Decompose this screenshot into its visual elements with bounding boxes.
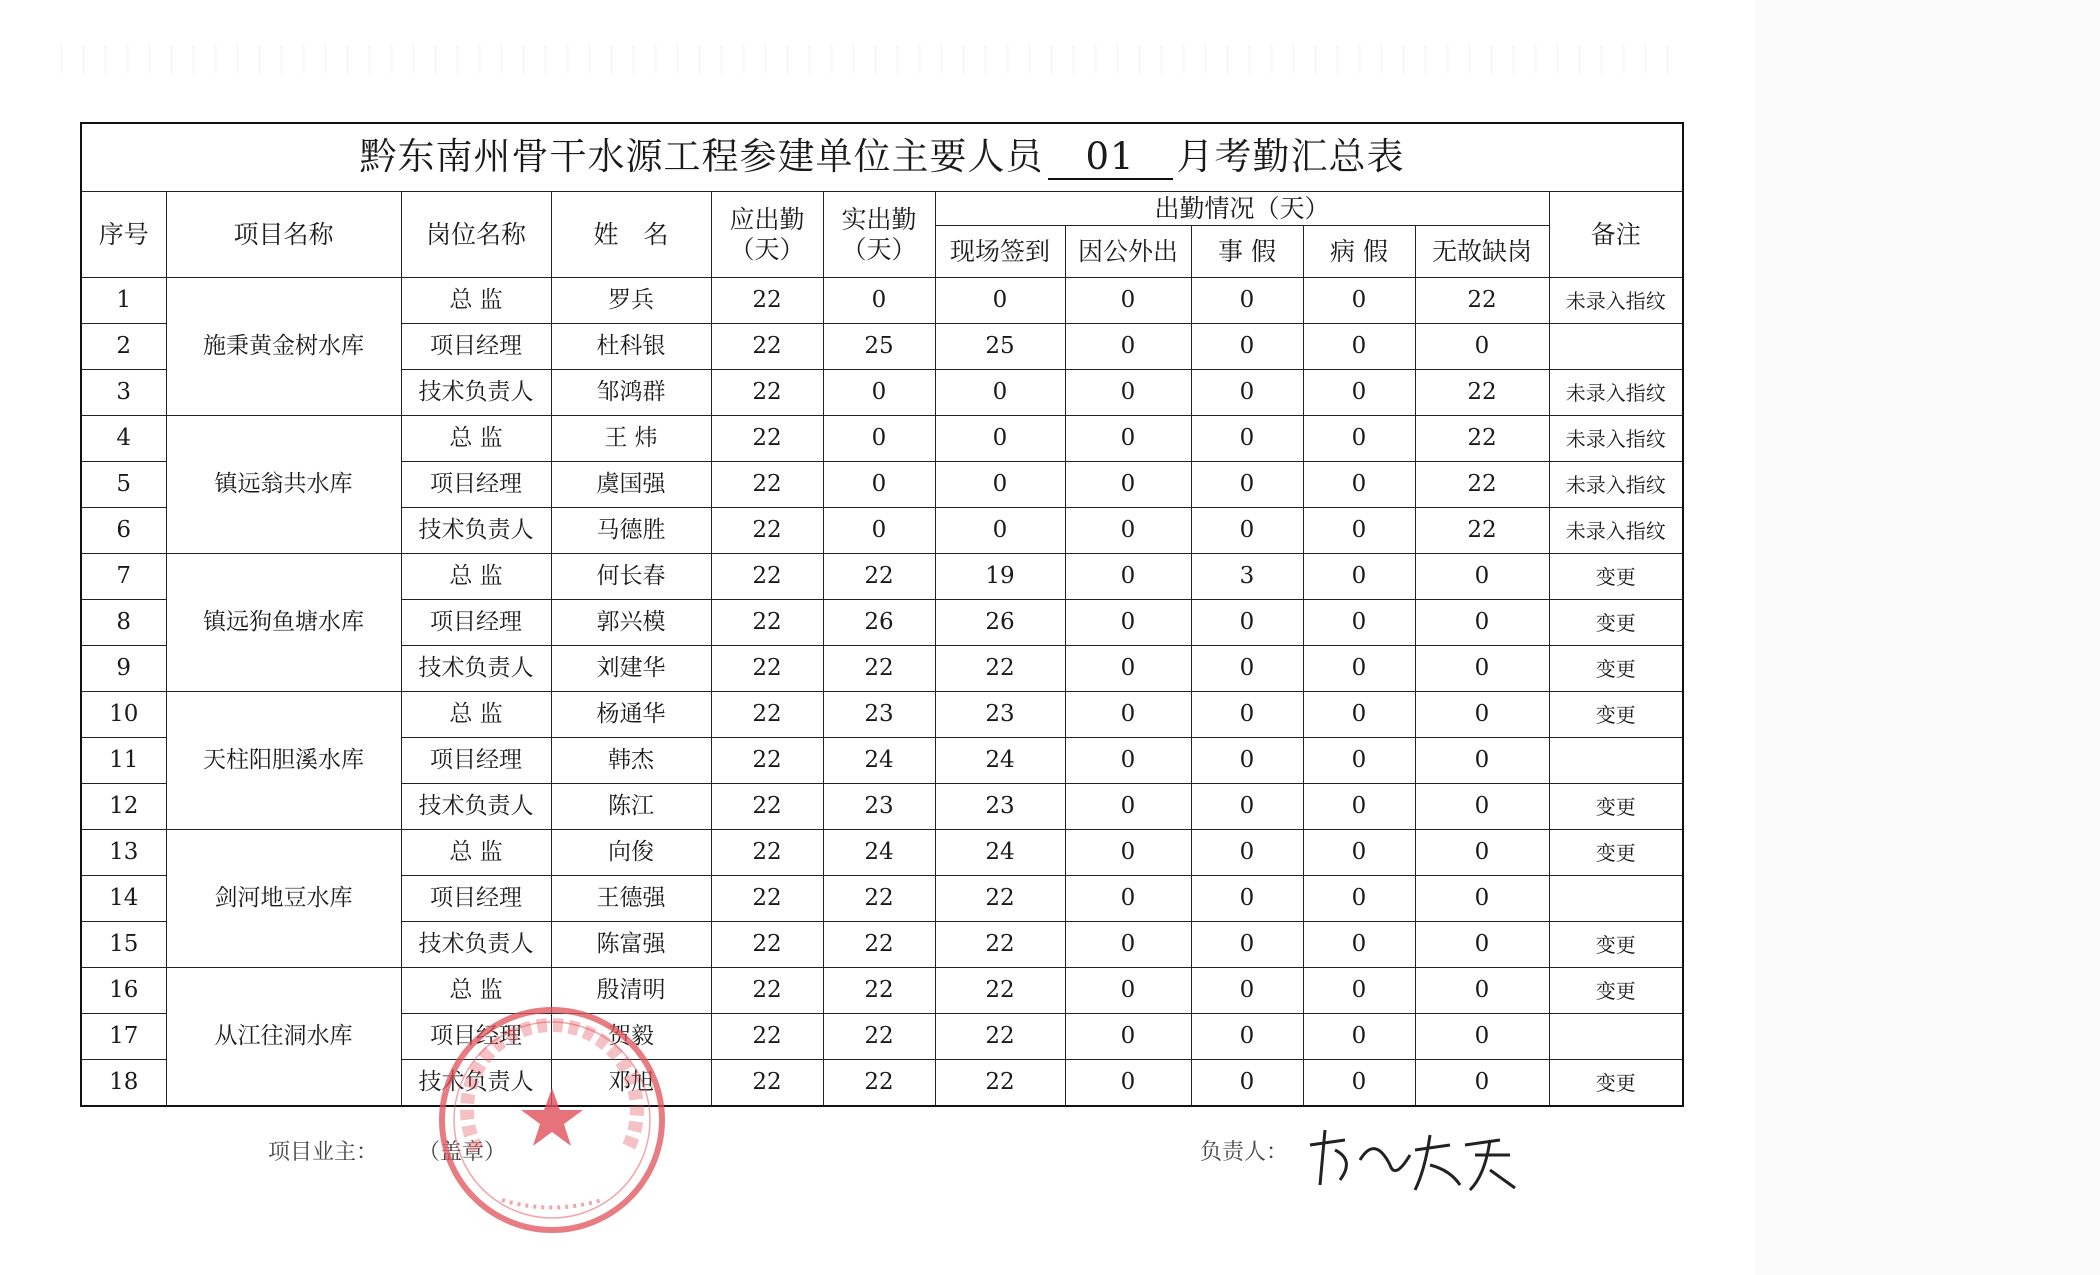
cell-remark <box>1549 738 1683 784</box>
cell-position: 项目经理 <box>401 738 551 784</box>
cell-seq: 8 <box>81 600 166 646</box>
cell-absent: 0 <box>1415 1014 1549 1060</box>
cell-position: 总 监 <box>401 554 551 600</box>
cell-actual: 22 <box>823 1060 935 1107</box>
cell-name: 何长春 <box>551 554 711 600</box>
header-project: 项目名称 <box>166 192 401 278</box>
cell-business: 0 <box>1065 876 1191 922</box>
header-actual-days-text: 实出勤（天） <box>841 204 917 264</box>
cell-actual: 22 <box>823 922 935 968</box>
cell-onsite: 22 <box>935 968 1065 1014</box>
cell-onsite: 22 <box>935 876 1065 922</box>
cell-due: 22 <box>711 1060 823 1107</box>
cell-remark: 变更 <box>1549 784 1683 830</box>
cell-onsite: 26 <box>935 600 1065 646</box>
cell-due: 22 <box>711 324 823 370</box>
cell-seq: 13 <box>81 830 166 876</box>
cell-absent: 0 <box>1415 692 1549 738</box>
cell-name: 王德强 <box>551 876 711 922</box>
cell-name: 韩杰 <box>551 738 711 784</box>
header-sick-leave: 病 假 <box>1303 226 1415 278</box>
cell-onsite: 22 <box>935 1060 1065 1107</box>
cell-onsite: 0 <box>935 462 1065 508</box>
cell-remark: 变更 <box>1549 830 1683 876</box>
cell-project-name: 施秉黄金树水库 <box>166 278 401 416</box>
cell-name: 邹鸿群 <box>551 370 711 416</box>
cell-actual: 25 <box>823 324 935 370</box>
cell-actual: 23 <box>823 784 935 830</box>
cell-position: 总 监 <box>401 968 551 1014</box>
cell-position: 总 监 <box>401 416 551 462</box>
cell-business: 0 <box>1065 462 1191 508</box>
cell-business: 0 <box>1065 370 1191 416</box>
cell-position: 项目经理 <box>401 1014 551 1060</box>
cell-remark: 未录入指纹 <box>1549 508 1683 554</box>
cell-actual: 23 <box>823 692 935 738</box>
cell-personal: 3 <box>1191 554 1303 600</box>
cell-personal: 0 <box>1191 738 1303 784</box>
header-absent: 无故缺岗 <box>1415 226 1549 278</box>
cell-name: 杜科银 <box>551 324 711 370</box>
cell-actual: 26 <box>823 600 935 646</box>
table-row <box>81 692 1683 738</box>
cell-project-name: 镇远翁共水库 <box>166 416 401 554</box>
cell-name: 陈江 <box>551 784 711 830</box>
cell-remark <box>1549 876 1683 922</box>
cell-onsite: 0 <box>935 370 1065 416</box>
cell-seq: 11 <box>81 738 166 784</box>
header-actual-days <box>823 192 935 278</box>
cell-seq: 2 <box>81 324 166 370</box>
cell-remark: 变更 <box>1549 554 1683 600</box>
cell-due: 22 <box>711 600 823 646</box>
cell-due: 22 <box>711 554 823 600</box>
title-suffix: 月考勤汇总表 <box>1176 135 1405 179</box>
cell-name: 虞国强 <box>551 462 711 508</box>
cell-business: 0 <box>1065 784 1191 830</box>
owner-label: 项目业主： <box>268 1140 379 1165</box>
cell-name: 郭兴模 <box>551 600 711 646</box>
cell-absent: 22 <box>1415 416 1549 462</box>
handwritten-signature <box>1300 1110 1520 1200</box>
cell-business: 0 <box>1065 416 1191 462</box>
cell-remark: 未录入指纹 <box>1549 416 1683 462</box>
cell-due: 22 <box>711 922 823 968</box>
cell-due: 22 <box>711 646 823 692</box>
cell-absent: 0 <box>1415 784 1549 830</box>
cell-onsite: 22 <box>935 922 1065 968</box>
cell-sick: 0 <box>1303 554 1415 600</box>
cell-remark: 变更 <box>1549 692 1683 738</box>
cell-project-name: 从江往洞水库 <box>166 968 401 1107</box>
cell-position: 项目经理 <box>401 600 551 646</box>
cell-project-name: 镇远狗鱼塘水库 <box>166 554 401 692</box>
header-remark: 备注 <box>1549 192 1683 278</box>
table-row <box>81 830 1683 876</box>
cell-seq: 9 <box>81 646 166 692</box>
cell-name: 向俊 <box>551 830 711 876</box>
cell-sick: 0 <box>1303 692 1415 738</box>
cell-business: 0 <box>1065 1014 1191 1060</box>
cell-onsite: 0 <box>935 416 1065 462</box>
cell-business: 0 <box>1065 600 1191 646</box>
header-attendance-group: 出勤情况（天） <box>935 192 1549 226</box>
cell-name: 马德胜 <box>551 508 711 554</box>
cell-actual: 24 <box>823 830 935 876</box>
cell-sick: 0 <box>1303 462 1415 508</box>
cell-sick: 0 <box>1303 830 1415 876</box>
cell-seq: 18 <box>81 1060 166 1107</box>
scan-artifact <box>60 45 1680 73</box>
cell-sick: 0 <box>1303 508 1415 554</box>
cell-seq: 16 <box>81 968 166 1014</box>
cell-business: 0 <box>1065 830 1191 876</box>
cell-due: 22 <box>711 830 823 876</box>
cell-personal: 0 <box>1191 370 1303 416</box>
header-position: 岗位名称 <box>401 192 551 278</box>
cell-business: 0 <box>1065 554 1191 600</box>
cell-name: 邓旭 <box>551 1060 711 1107</box>
cell-absent: 0 <box>1415 968 1549 1014</box>
cell-project-name: 剑河地豆水库 <box>166 830 401 968</box>
cell-remark: 变更 <box>1549 968 1683 1014</box>
cell-sick: 0 <box>1303 784 1415 830</box>
cell-remark <box>1549 324 1683 370</box>
cell-business: 0 <box>1065 278 1191 324</box>
table-row <box>81 968 1683 1014</box>
cell-personal: 0 <box>1191 922 1303 968</box>
cell-onsite: 23 <box>935 692 1065 738</box>
cell-absent: 22 <box>1415 278 1549 324</box>
cell-personal: 0 <box>1191 508 1303 554</box>
cell-onsite: 22 <box>935 1014 1065 1060</box>
cell-personal: 0 <box>1191 830 1303 876</box>
cell-actual: 22 <box>823 554 935 600</box>
cell-seq: 5 <box>81 462 166 508</box>
cell-seq: 3 <box>81 370 166 416</box>
cell-actual: 0 <box>823 508 935 554</box>
table-row <box>81 554 1683 600</box>
cell-business: 0 <box>1065 324 1191 370</box>
cell-seq: 10 <box>81 692 166 738</box>
table-row <box>81 416 1683 462</box>
cell-sick: 0 <box>1303 922 1415 968</box>
cell-personal: 0 <box>1191 278 1303 324</box>
cell-actual: 22 <box>823 646 935 692</box>
cell-seq: 6 <box>81 508 166 554</box>
cell-position: 技术负责人 <box>401 1060 551 1107</box>
cell-seq: 4 <box>81 416 166 462</box>
cell-actual: 0 <box>823 416 935 462</box>
cell-name: 殷清明 <box>551 968 711 1014</box>
cell-due: 22 <box>711 370 823 416</box>
cell-seq: 15 <box>81 922 166 968</box>
cell-position: 技术负责人 <box>401 646 551 692</box>
cell-seq: 14 <box>81 876 166 922</box>
cell-name: 贺毅 <box>551 1014 711 1060</box>
cell-absent: 0 <box>1415 1060 1549 1107</box>
cell-due: 22 <box>711 692 823 738</box>
header-seq: 序号 <box>81 192 166 278</box>
cell-personal: 0 <box>1191 784 1303 830</box>
cell-onsite: 24 <box>935 830 1065 876</box>
cell-name: 王 炜 <box>551 416 711 462</box>
cell-remark: 变更 <box>1549 600 1683 646</box>
cell-absent: 0 <box>1415 646 1549 692</box>
cell-actual: 0 <box>823 462 935 508</box>
header-name: 姓 名 <box>551 192 711 278</box>
cell-personal: 0 <box>1191 416 1303 462</box>
cell-onsite: 0 <box>935 508 1065 554</box>
cell-remark: 未录入指纹 <box>1549 370 1683 416</box>
cell-business: 0 <box>1065 646 1191 692</box>
cell-actual: 0 <box>823 278 935 324</box>
cell-absent: 0 <box>1415 600 1549 646</box>
cell-name: 陈富强 <box>551 922 711 968</box>
attendance-sheet <box>80 122 1682 1107</box>
cell-absent: 0 <box>1415 738 1549 784</box>
cell-position: 总 监 <box>401 830 551 876</box>
cell-name: 杨通华 <box>551 692 711 738</box>
cell-absent: 0 <box>1415 876 1549 922</box>
table-body <box>81 278 1683 1107</box>
official-seal-stamp <box>432 1000 672 1240</box>
cell-absent: 0 <box>1415 922 1549 968</box>
cell-onsite: 0 <box>935 278 1065 324</box>
cell-onsite: 23 <box>935 784 1065 830</box>
cell-position: 总 监 <box>401 278 551 324</box>
cell-absent: 22 <box>1415 508 1549 554</box>
scan-margin <box>1755 0 2100 1275</box>
cell-actual: 0 <box>823 370 935 416</box>
cell-sick: 0 <box>1303 968 1415 1014</box>
cell-due: 22 <box>711 738 823 784</box>
cell-absent: 0 <box>1415 830 1549 876</box>
cell-due: 22 <box>711 416 823 462</box>
cell-business: 0 <box>1065 922 1191 968</box>
cell-seq: 17 <box>81 1014 166 1060</box>
cell-sick: 0 <box>1303 1060 1415 1107</box>
title-month: 01 <box>1048 137 1173 180</box>
header-due-days-text: 应出勤（天） <box>729 204 805 264</box>
header-business: 因公外出 <box>1065 226 1191 278</box>
cell-due: 22 <box>711 876 823 922</box>
cell-position: 技术负责人 <box>401 922 551 968</box>
cell-actual: 22 <box>823 968 935 1014</box>
cell-seq: 1 <box>81 278 166 324</box>
table-row <box>81 278 1683 324</box>
cell-name: 刘建华 <box>551 646 711 692</box>
cell-personal: 0 <box>1191 1060 1303 1107</box>
attendance-table <box>80 122 1684 1107</box>
cell-due: 22 <box>711 784 823 830</box>
cell-due: 22 <box>711 1014 823 1060</box>
cell-remark: 变更 <box>1549 922 1683 968</box>
cell-business: 0 <box>1065 1060 1191 1107</box>
cell-project-name: 天柱阳胆溪水库 <box>166 692 401 830</box>
cell-sick: 0 <box>1303 876 1415 922</box>
cell-onsite: 25 <box>935 324 1065 370</box>
table-title <box>81 123 1683 192</box>
cell-onsite: 22 <box>935 646 1065 692</box>
cell-personal: 0 <box>1191 876 1303 922</box>
cell-sick: 0 <box>1303 416 1415 462</box>
cell-personal: 0 <box>1191 1014 1303 1060</box>
cell-position: 总 监 <box>401 692 551 738</box>
cell-due: 22 <box>711 968 823 1014</box>
cell-actual: 22 <box>823 1014 935 1060</box>
cell-sick: 0 <box>1303 646 1415 692</box>
cell-absent: 22 <box>1415 462 1549 508</box>
cell-position: 项目经理 <box>401 324 551 370</box>
cell-sick: 0 <box>1303 324 1415 370</box>
cell-sick: 0 <box>1303 600 1415 646</box>
cell-position: 技术负责人 <box>401 784 551 830</box>
cell-position: 项目经理 <box>401 876 551 922</box>
cell-position: 技术负责人 <box>401 370 551 416</box>
cell-personal: 0 <box>1191 600 1303 646</box>
cell-due: 22 <box>711 278 823 324</box>
cell-personal: 0 <box>1191 692 1303 738</box>
title-prefix: 黔东南州骨干水源工程参建单位主要人员 <box>359 135 1044 179</box>
cell-remark: 变更 <box>1549 646 1683 692</box>
cell-position: 项目经理 <box>401 462 551 508</box>
cell-due: 22 <box>711 508 823 554</box>
cell-business: 0 <box>1065 692 1191 738</box>
cell-absent: 0 <box>1415 554 1549 600</box>
cell-personal: 0 <box>1191 968 1303 1014</box>
cell-personal: 0 <box>1191 646 1303 692</box>
cell-absent: 22 <box>1415 370 1549 416</box>
cell-position: 技术负责人 <box>401 508 551 554</box>
cell-sick: 0 <box>1303 738 1415 784</box>
cell-remark: 未录入指纹 <box>1549 278 1683 324</box>
cell-sick: 0 <box>1303 370 1415 416</box>
cell-remark: 变更 <box>1549 1060 1683 1107</box>
cell-actual: 22 <box>823 876 935 922</box>
cell-business: 0 <box>1065 508 1191 554</box>
cell-onsite: 19 <box>935 554 1065 600</box>
cell-actual: 24 <box>823 738 935 784</box>
cell-business: 0 <box>1065 738 1191 784</box>
cell-remark: 未录入指纹 <box>1549 462 1683 508</box>
responsible-label: 负责人： <box>1200 1140 1289 1165</box>
header-onsite: 现场签到 <box>935 226 1065 278</box>
cell-seq: 12 <box>81 784 166 830</box>
header-personal-leave: 事 假 <box>1191 226 1303 278</box>
cell-absent: 0 <box>1415 324 1549 370</box>
header-due-days <box>711 192 823 278</box>
cell-onsite: 24 <box>935 738 1065 784</box>
cell-business: 0 <box>1065 968 1191 1014</box>
cell-remark <box>1549 1014 1683 1060</box>
cell-personal: 0 <box>1191 324 1303 370</box>
owner-stamp-note: （盖章） <box>418 1140 507 1165</box>
cell-name: 罗兵 <box>551 278 711 324</box>
cell-seq: 7 <box>81 554 166 600</box>
cell-due: 22 <box>711 462 823 508</box>
cell-personal: 0 <box>1191 462 1303 508</box>
cell-sick: 0 <box>1303 1014 1415 1060</box>
cell-sick: 0 <box>1303 278 1415 324</box>
